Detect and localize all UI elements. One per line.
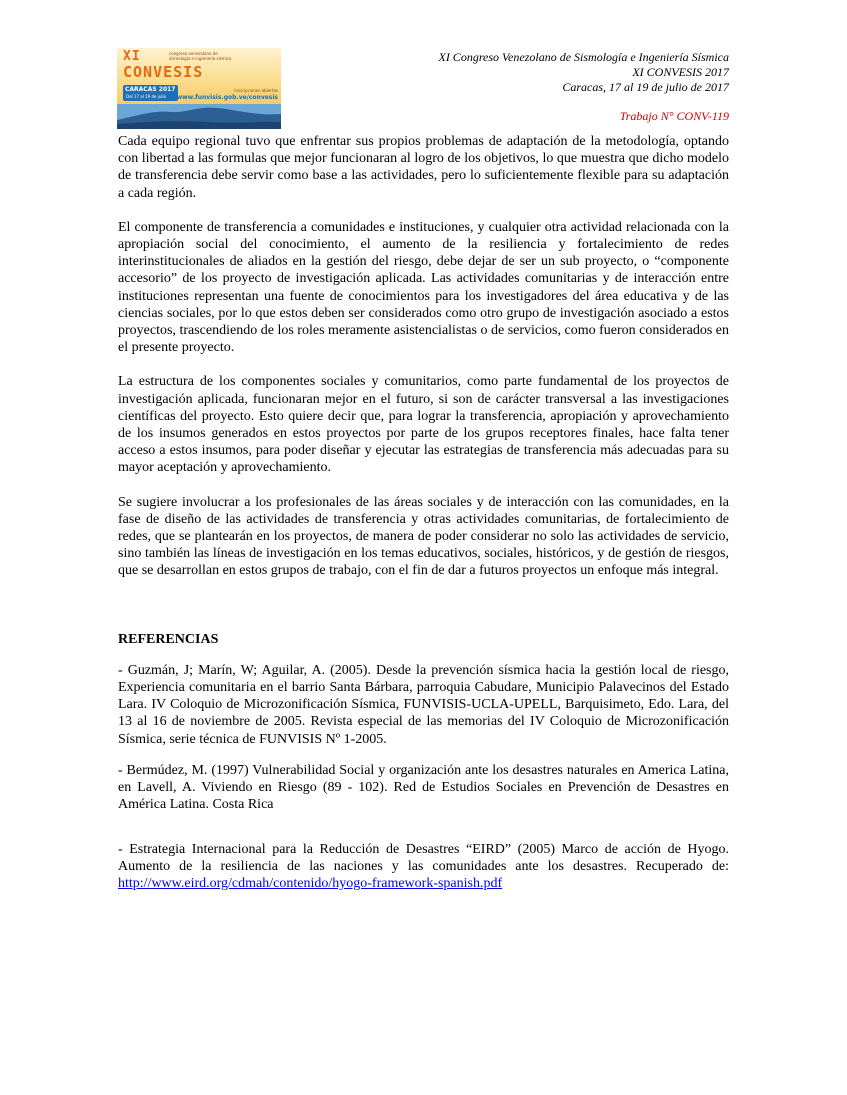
document-body [118, 133, 729, 892]
paragraph: La estructura de los componentes sociales y comunitarios, como parte fundamental de los proyectos de investigación aplicada, funcionaran mejor en el futuro, si son de carácter transversal a las investigaciones científicas del proyecto. Esto quiere decir que, para lograr la transferencia, apropiación y aprovechamiento de los insumos generados en estos proyectos por parte de los grupos receptores finales, hace falta tener acceso a estos insumos, para poder diseñar y ejecutar las estrategias de transferencia más adecuadas para su mayor aceptación y aprovechamiento. [118, 374, 729, 476]
header-event: XI CONVESIS 2017 [632, 65, 729, 79]
logo-badge-dates: Del 17 al 19 de julio [126, 94, 167, 99]
logo-badge [123, 85, 178, 101]
reference-item [118, 841, 729, 893]
paragraph: El componente de transferencia a comunidades e instituciones, y cualquier otra actividad relacionada con la apropiación social del conocimiento, el aumento de la resiliencia y fortalecimiento de redes interinstitucionales de aliados en la gestión del riesgo, debe dejar de ser un sub proyecto, o “componente accesorio” de los proyecto de investigación aplicada. Las actividades comunitarias y de interacción entre instituciones representan una fuente de conocimientos para los investigadores del área educativa y de las ciencias sociales, por lo que estos deben ser considerados como otro grupo de investigación asociado a estos proyectos, trascendiendo de los roles meramente asistencialistas o de servicios, como fueron considerados en el presente proyecto. [118, 219, 729, 356]
logo-line1: XI [123, 49, 141, 64]
logo-line2: CONVESIS [123, 63, 204, 81]
header-dates: Caracas, 17 al 19 de julio de 2017 [562, 80, 729, 94]
paragraph: Se sugiere involucrar a los profesionales de las áreas sociales y de interacción con las comunidades, en la fase de diseño de las actividades de transferencia y otras actividades comunitarias, de fortalecimiento de redes, que se plantearán en los proyectos, de manera de poder considerar no solo las actividades de servicio, sino también las líneas de investigación en los temas educativos, sociales, históricos, y de gestión de riesgos, que se desarrollan en estos grupos de trabajo, con el fin de dar a futuros proyectos un enfoque más integral. [118, 494, 729, 579]
reference-item: - Bermúdez, M. (1997) Vulnerabilidad Social y organización ante los desastres naturales en America Latina, en Lavell, A. Viviendo en Riesgo (89 - 102). Red de Estudios Sociales en Prevención de Desastres en América Latina. Costa Rica [118, 762, 729, 813]
logo-badge-title: CARACAS 2017 [125, 86, 176, 93]
document-header [438, 50, 729, 124]
reference-text: - Estrategia Internacional para la Reducción de Desastres “EIRD” (2005) Marco de acción de Hyogo. Aumento de la resiliencia de las naciones y las comunidades ante los desastres. Recuperado de: [118, 841, 729, 874]
header-trabajo-number: Trabajo N° CONV-119 [619, 109, 729, 123]
convesis-logo [117, 48, 281, 129]
header-congress: XI Congreso Venezolano de Sismología e Ingeniería Sísmica [438, 50, 729, 64]
references-heading: REFERENCIAS [118, 631, 219, 647]
paragraph: Cada equipo regional tuvo que enfrentar sus propios problemas de adaptación de la metodología, optando con libertad a las formulas que mejor funcionaran al logro de los objetivos, lo que muestra que dicho modelo de transferencia debe servir como base a las actividades, pero lo suficientemente flexible para su adaptación a cada región. [118, 134, 729, 201]
logo-hills-graphic [117, 104, 281, 129]
logo-inscripciones: Inscripciones abiertas [234, 88, 278, 93]
reference-item: - Guzmán, J; Marín, W; Aguilar, A. (2005). Desde la prevención sísmica hacia la gestión local de riesgo, Experiencia comunitaria en el barrio Santa Bárbara, parroquia Cabudare, Municipio Palavecinos del Estado Lara. IV Coloquio de Microzonificación Sísmica, FUNVISIS-UCLA-UPELL, Barquisimeto, Edo. Lara, del 13 al 16 de noviembre de 2005. Revista especial de las memorias del IV Coloquio de Microzonificación Sísmica, serie técnica de FUNVISIS Nº 1-2005. [118, 662, 729, 747]
reference-link[interactable]: http://www.eird.org/cdmah/contenido/hyogo-framework-spanish.pdf [118, 875, 503, 891]
logo-url: www.funvisis.gob.ve/convesis [176, 94, 278, 101]
logo-tagline: congreso venezolano de sismología e ingeniería sísmica [169, 51, 232, 61]
